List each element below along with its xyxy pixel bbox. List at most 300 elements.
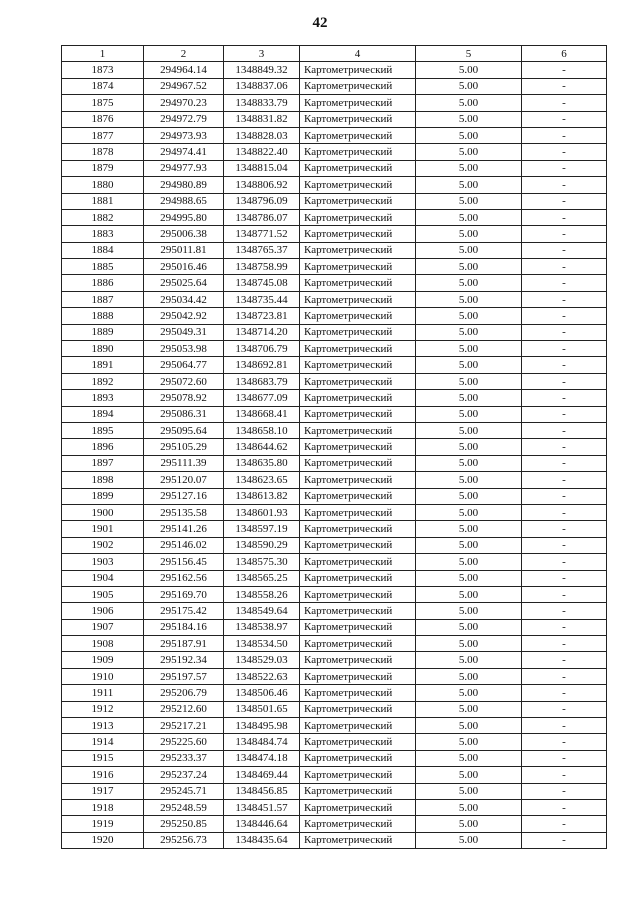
description-cell: - bbox=[522, 767, 607, 783]
x-coordinate-cell: 295111.39 bbox=[144, 455, 224, 471]
accuracy-cell: 5.00 bbox=[416, 488, 522, 504]
method-cell: Картометрический bbox=[300, 341, 416, 357]
y-coordinate-cell: 1348565.25 bbox=[224, 570, 300, 586]
accuracy-cell: 5.00 bbox=[416, 636, 522, 652]
table-row bbox=[62, 554, 607, 570]
y-coordinate-cell: 1348806.92 bbox=[224, 177, 300, 193]
x-coordinate-cell: 295095.64 bbox=[144, 422, 224, 438]
accuracy-cell: 5.00 bbox=[416, 177, 522, 193]
accuracy-cell: 5.00 bbox=[416, 406, 522, 422]
description-cell: - bbox=[522, 144, 607, 160]
method-cell: Картометрический bbox=[300, 78, 416, 94]
x-coordinate-cell: 295169.70 bbox=[144, 586, 224, 602]
table-row bbox=[62, 324, 607, 340]
method-cell: Картометрический bbox=[300, 226, 416, 242]
y-coordinate-cell: 1348456.85 bbox=[224, 783, 300, 799]
method-cell: Картометрический bbox=[300, 521, 416, 537]
method-cell: Картометрический bbox=[300, 767, 416, 783]
method-cell: Картометрический bbox=[300, 144, 416, 160]
point-number-cell: 1917 bbox=[62, 783, 144, 799]
description-cell: - bbox=[522, 111, 607, 127]
accuracy-cell: 5.00 bbox=[416, 209, 522, 225]
description-cell: - bbox=[522, 718, 607, 734]
description-cell: - bbox=[522, 439, 607, 455]
header-row bbox=[62, 46, 607, 62]
description-cell: - bbox=[522, 537, 607, 553]
table-row bbox=[62, 816, 607, 832]
y-coordinate-cell: 1348623.65 bbox=[224, 472, 300, 488]
accuracy-cell: 5.00 bbox=[416, 259, 522, 275]
table-row bbox=[62, 422, 607, 438]
x-coordinate-cell: 295175.42 bbox=[144, 603, 224, 619]
accuracy-cell: 5.00 bbox=[416, 78, 522, 94]
point-number-cell: 1911 bbox=[62, 685, 144, 701]
x-coordinate-cell: 295250.85 bbox=[144, 816, 224, 832]
accuracy-cell: 5.00 bbox=[416, 832, 522, 848]
x-coordinate-cell: 295086.31 bbox=[144, 406, 224, 422]
table-row bbox=[62, 62, 607, 78]
accuracy-cell: 5.00 bbox=[416, 275, 522, 291]
table-row bbox=[62, 586, 607, 602]
y-coordinate-cell: 1348815.04 bbox=[224, 160, 300, 176]
table-row bbox=[62, 750, 607, 766]
y-coordinate-cell: 1348644.62 bbox=[224, 439, 300, 455]
table-row bbox=[62, 472, 607, 488]
table-row bbox=[62, 291, 607, 307]
description-cell: - bbox=[522, 259, 607, 275]
description-cell: - bbox=[522, 668, 607, 684]
table-row bbox=[62, 718, 607, 734]
description-cell: - bbox=[522, 78, 607, 94]
point-number-cell: 1905 bbox=[62, 586, 144, 602]
method-cell: Картометрический bbox=[300, 193, 416, 209]
x-coordinate-cell: 295042.92 bbox=[144, 308, 224, 324]
table-row bbox=[62, 783, 607, 799]
accuracy-cell: 5.00 bbox=[416, 291, 522, 307]
column-header-4: 4 bbox=[300, 46, 416, 62]
description-cell: - bbox=[522, 504, 607, 520]
x-coordinate-cell: 294964.14 bbox=[144, 62, 224, 78]
table-row bbox=[62, 488, 607, 504]
x-coordinate-cell: 295162.56 bbox=[144, 570, 224, 586]
accuracy-cell: 5.00 bbox=[416, 242, 522, 258]
accuracy-cell: 5.00 bbox=[416, 619, 522, 635]
table-row bbox=[62, 537, 607, 553]
coordinates-table bbox=[61, 45, 607, 849]
x-coordinate-cell: 295237.24 bbox=[144, 767, 224, 783]
accuracy-cell: 5.00 bbox=[416, 603, 522, 619]
column-header-1: 1 bbox=[62, 46, 144, 62]
point-number-cell: 1890 bbox=[62, 341, 144, 357]
y-coordinate-cell: 1348597.19 bbox=[224, 521, 300, 537]
accuracy-cell: 5.00 bbox=[416, 422, 522, 438]
accuracy-cell: 5.00 bbox=[416, 341, 522, 357]
accuracy-cell: 5.00 bbox=[416, 390, 522, 406]
accuracy-cell: 5.00 bbox=[416, 357, 522, 373]
method-cell: Картометрический bbox=[300, 357, 416, 373]
x-coordinate-cell: 294977.93 bbox=[144, 160, 224, 176]
accuracy-cell: 5.00 bbox=[416, 570, 522, 586]
description-cell: - bbox=[522, 324, 607, 340]
description-cell: - bbox=[522, 341, 607, 357]
point-number-cell: 1919 bbox=[62, 816, 144, 832]
point-number-cell: 1902 bbox=[62, 537, 144, 553]
table-row bbox=[62, 177, 607, 193]
description-cell: - bbox=[522, 586, 607, 602]
y-coordinate-cell: 1348575.30 bbox=[224, 554, 300, 570]
table-row bbox=[62, 390, 607, 406]
y-coordinate-cell: 1348723.81 bbox=[224, 308, 300, 324]
description-cell: - bbox=[522, 373, 607, 389]
description-cell: - bbox=[522, 308, 607, 324]
method-cell: Картометрический bbox=[300, 95, 416, 111]
y-coordinate-cell: 1348677.09 bbox=[224, 390, 300, 406]
accuracy-cell: 5.00 bbox=[416, 652, 522, 668]
table-row bbox=[62, 701, 607, 717]
x-coordinate-cell: 294988.65 bbox=[144, 193, 224, 209]
y-coordinate-cell: 1348601.93 bbox=[224, 504, 300, 520]
table-row bbox=[62, 341, 607, 357]
method-cell: Картометрический bbox=[300, 668, 416, 684]
y-coordinate-cell: 1348786.07 bbox=[224, 209, 300, 225]
method-cell: Картометрический bbox=[300, 373, 416, 389]
x-coordinate-cell: 295256.73 bbox=[144, 832, 224, 848]
accuracy-cell: 5.00 bbox=[416, 95, 522, 111]
y-coordinate-cell: 1348590.29 bbox=[224, 537, 300, 553]
method-cell: Картометрический bbox=[300, 209, 416, 225]
x-coordinate-cell: 295197.57 bbox=[144, 668, 224, 684]
table-row bbox=[62, 636, 607, 652]
table-row bbox=[62, 619, 607, 635]
table-row bbox=[62, 209, 607, 225]
y-coordinate-cell: 1348446.64 bbox=[224, 816, 300, 832]
y-coordinate-cell: 1348692.81 bbox=[224, 357, 300, 373]
method-cell: Картометрический bbox=[300, 718, 416, 734]
description-cell: - bbox=[522, 95, 607, 111]
column-header-3: 3 bbox=[224, 46, 300, 62]
table-row bbox=[62, 652, 607, 668]
description-cell: - bbox=[522, 406, 607, 422]
column-header-5: 5 bbox=[416, 46, 522, 62]
description-cell: - bbox=[522, 455, 607, 471]
x-coordinate-cell: 295105.29 bbox=[144, 439, 224, 455]
x-coordinate-cell: 294974.41 bbox=[144, 144, 224, 160]
accuracy-cell: 5.00 bbox=[416, 734, 522, 750]
y-coordinate-cell: 1348822.40 bbox=[224, 144, 300, 160]
method-cell: Картометрический bbox=[300, 160, 416, 176]
description-cell: - bbox=[522, 226, 607, 242]
accuracy-cell: 5.00 bbox=[416, 767, 522, 783]
y-coordinate-cell: 1348668.41 bbox=[224, 406, 300, 422]
y-coordinate-cell: 1348828.03 bbox=[224, 127, 300, 143]
description-cell: - bbox=[522, 472, 607, 488]
description-cell: - bbox=[522, 291, 607, 307]
accuracy-cell: 5.00 bbox=[416, 62, 522, 78]
method-cell: Картометрический bbox=[300, 422, 416, 438]
method-cell: Картометрический bbox=[300, 259, 416, 275]
accuracy-cell: 5.00 bbox=[416, 144, 522, 160]
method-cell: Картометрический bbox=[300, 783, 416, 799]
x-coordinate-cell: 295233.37 bbox=[144, 750, 224, 766]
page-number: 42 bbox=[312, 15, 328, 31]
method-cell: Картометрический bbox=[300, 701, 416, 717]
accuracy-cell: 5.00 bbox=[416, 586, 522, 602]
method-cell: Картометрический bbox=[300, 455, 416, 471]
y-coordinate-cell: 1348635.80 bbox=[224, 455, 300, 471]
table-row bbox=[62, 767, 607, 783]
y-coordinate-cell: 1348658.10 bbox=[224, 422, 300, 438]
description-cell: - bbox=[522, 685, 607, 701]
method-cell: Картометрический bbox=[300, 111, 416, 127]
method-cell: Картометрический bbox=[300, 324, 416, 340]
y-coordinate-cell: 1348714.20 bbox=[224, 324, 300, 340]
point-number-cell: 1910 bbox=[62, 668, 144, 684]
method-cell: Картометрический bbox=[300, 242, 416, 258]
x-coordinate-cell: 295025.64 bbox=[144, 275, 224, 291]
description-cell: - bbox=[522, 636, 607, 652]
accuracy-cell: 5.00 bbox=[416, 554, 522, 570]
y-coordinate-cell: 1348849.32 bbox=[224, 62, 300, 78]
y-coordinate-cell: 1348549.64 bbox=[224, 603, 300, 619]
point-number-cell: 1899 bbox=[62, 488, 144, 504]
description-cell: - bbox=[522, 701, 607, 717]
table-row bbox=[62, 308, 607, 324]
point-number-cell: 1883 bbox=[62, 226, 144, 242]
y-coordinate-cell: 1348474.18 bbox=[224, 750, 300, 766]
point-number-cell: 1887 bbox=[62, 291, 144, 307]
x-coordinate-cell: 294970.23 bbox=[144, 95, 224, 111]
accuracy-cell: 5.00 bbox=[416, 701, 522, 717]
y-coordinate-cell: 1348831.82 bbox=[224, 111, 300, 127]
y-coordinate-cell: 1348435.64 bbox=[224, 832, 300, 848]
table-row bbox=[62, 275, 607, 291]
method-cell: Картометрический bbox=[300, 127, 416, 143]
method-cell: Картометрический bbox=[300, 406, 416, 422]
table-row bbox=[62, 357, 607, 373]
x-coordinate-cell: 294973.93 bbox=[144, 127, 224, 143]
table-row bbox=[62, 160, 607, 176]
description-cell: - bbox=[522, 209, 607, 225]
point-number-cell: 1909 bbox=[62, 652, 144, 668]
table-row bbox=[62, 406, 607, 422]
y-coordinate-cell: 1348613.82 bbox=[224, 488, 300, 504]
accuracy-cell: 5.00 bbox=[416, 455, 522, 471]
x-coordinate-cell: 295245.71 bbox=[144, 783, 224, 799]
point-number-cell: 1912 bbox=[62, 701, 144, 717]
method-cell: Картометрический bbox=[300, 62, 416, 78]
description-cell: - bbox=[522, 357, 607, 373]
x-coordinate-cell: 294967.52 bbox=[144, 78, 224, 94]
table-row bbox=[62, 144, 607, 160]
x-coordinate-cell: 295064.77 bbox=[144, 357, 224, 373]
description-cell: - bbox=[522, 799, 607, 815]
table-row bbox=[62, 193, 607, 209]
method-cell: Картометрический bbox=[300, 832, 416, 848]
y-coordinate-cell: 1348501.65 bbox=[224, 701, 300, 717]
point-number-cell: 1882 bbox=[62, 209, 144, 225]
accuracy-cell: 5.00 bbox=[416, 521, 522, 537]
y-coordinate-cell: 1348833.79 bbox=[224, 95, 300, 111]
y-coordinate-cell: 1348529.03 bbox=[224, 652, 300, 668]
table-row bbox=[62, 111, 607, 127]
y-coordinate-cell: 1348771.52 bbox=[224, 226, 300, 242]
table-row bbox=[62, 226, 607, 242]
point-number-cell: 1884 bbox=[62, 242, 144, 258]
table-row bbox=[62, 504, 607, 520]
method-cell: Картометрический bbox=[300, 586, 416, 602]
point-number-cell: 1888 bbox=[62, 308, 144, 324]
table-row bbox=[62, 242, 607, 258]
point-number-cell: 1880 bbox=[62, 177, 144, 193]
x-coordinate-cell: 295135.58 bbox=[144, 504, 224, 520]
accuracy-cell: 5.00 bbox=[416, 783, 522, 799]
point-number-cell: 1886 bbox=[62, 275, 144, 291]
y-coordinate-cell: 1348837.06 bbox=[224, 78, 300, 94]
point-number-cell: 1897 bbox=[62, 455, 144, 471]
method-cell: Картометрический bbox=[300, 603, 416, 619]
description-cell: - bbox=[522, 488, 607, 504]
accuracy-cell: 5.00 bbox=[416, 226, 522, 242]
method-cell: Картометрический bbox=[300, 636, 416, 652]
method-cell: Картометрический bbox=[300, 652, 416, 668]
accuracy-cell: 5.00 bbox=[416, 799, 522, 815]
point-number-cell: 1913 bbox=[62, 718, 144, 734]
x-coordinate-cell: 295187.91 bbox=[144, 636, 224, 652]
table-row bbox=[62, 685, 607, 701]
x-coordinate-cell: 295120.07 bbox=[144, 472, 224, 488]
x-coordinate-cell: 294972.79 bbox=[144, 111, 224, 127]
description-cell: - bbox=[522, 554, 607, 570]
table-header bbox=[62, 46, 607, 62]
x-coordinate-cell: 295248.59 bbox=[144, 799, 224, 815]
description-cell: - bbox=[522, 62, 607, 78]
accuracy-cell: 5.00 bbox=[416, 373, 522, 389]
accuracy-cell: 5.00 bbox=[416, 472, 522, 488]
y-coordinate-cell: 1348495.98 bbox=[224, 718, 300, 734]
point-number-cell: 1920 bbox=[62, 832, 144, 848]
method-cell: Картометрический bbox=[300, 619, 416, 635]
y-coordinate-cell: 1348469.44 bbox=[224, 767, 300, 783]
point-number-cell: 1901 bbox=[62, 521, 144, 537]
table-row bbox=[62, 127, 607, 143]
y-coordinate-cell: 1348538.97 bbox=[224, 619, 300, 635]
accuracy-cell: 5.00 bbox=[416, 439, 522, 455]
x-coordinate-cell: 295072.60 bbox=[144, 373, 224, 389]
table-row bbox=[62, 521, 607, 537]
method-cell: Картометрический bbox=[300, 472, 416, 488]
x-coordinate-cell: 294995.80 bbox=[144, 209, 224, 225]
point-number-cell: 1885 bbox=[62, 259, 144, 275]
method-cell: Картометрический bbox=[300, 488, 416, 504]
column-header-6: 6 bbox=[522, 46, 607, 62]
method-cell: Картометрический bbox=[300, 799, 416, 815]
point-number-cell: 1894 bbox=[62, 406, 144, 422]
y-coordinate-cell: 1348765.37 bbox=[224, 242, 300, 258]
method-cell: Картометрический bbox=[300, 816, 416, 832]
point-number-cell: 1881 bbox=[62, 193, 144, 209]
method-cell: Картометрический bbox=[300, 750, 416, 766]
point-number-cell: 1907 bbox=[62, 619, 144, 635]
method-cell: Картометрический bbox=[300, 685, 416, 701]
x-coordinate-cell: 295212.60 bbox=[144, 701, 224, 717]
x-coordinate-cell: 295192.34 bbox=[144, 652, 224, 668]
y-coordinate-cell: 1348683.79 bbox=[224, 373, 300, 389]
method-cell: Картометрический bbox=[300, 504, 416, 520]
method-cell: Картометрический bbox=[300, 308, 416, 324]
point-number-cell: 1915 bbox=[62, 750, 144, 766]
point-number-cell: 1891 bbox=[62, 357, 144, 373]
description-cell: - bbox=[522, 570, 607, 586]
y-coordinate-cell: 1348706.79 bbox=[224, 341, 300, 357]
method-cell: Картометрический bbox=[300, 554, 416, 570]
accuracy-cell: 5.00 bbox=[416, 537, 522, 553]
x-coordinate-cell: 295006.38 bbox=[144, 226, 224, 242]
description-cell: - bbox=[522, 603, 607, 619]
table-row bbox=[62, 259, 607, 275]
x-coordinate-cell: 295206.79 bbox=[144, 685, 224, 701]
point-number-cell: 1918 bbox=[62, 799, 144, 815]
description-cell: - bbox=[522, 193, 607, 209]
point-number-cell: 1906 bbox=[62, 603, 144, 619]
method-cell: Картометрический bbox=[300, 734, 416, 750]
table-row bbox=[62, 95, 607, 111]
description-cell: - bbox=[522, 783, 607, 799]
x-coordinate-cell: 295156.45 bbox=[144, 554, 224, 570]
description-cell: - bbox=[522, 521, 607, 537]
accuracy-cell: 5.00 bbox=[416, 816, 522, 832]
accuracy-cell: 5.00 bbox=[416, 160, 522, 176]
point-number-cell: 1900 bbox=[62, 504, 144, 520]
point-number-cell: 1878 bbox=[62, 144, 144, 160]
point-number-cell: 1873 bbox=[62, 62, 144, 78]
description-cell: - bbox=[522, 275, 607, 291]
table-body bbox=[62, 62, 607, 849]
x-coordinate-cell: 295217.21 bbox=[144, 718, 224, 734]
y-coordinate-cell: 1348451.57 bbox=[224, 799, 300, 815]
table-row bbox=[62, 570, 607, 586]
table-row bbox=[62, 799, 607, 815]
y-coordinate-cell: 1348522.63 bbox=[224, 668, 300, 684]
point-number-cell: 1896 bbox=[62, 439, 144, 455]
point-number-cell: 1876 bbox=[62, 111, 144, 127]
accuracy-cell: 5.00 bbox=[416, 668, 522, 684]
point-number-cell: 1879 bbox=[62, 160, 144, 176]
table-row bbox=[62, 668, 607, 684]
x-coordinate-cell: 295184.16 bbox=[144, 619, 224, 635]
method-cell: Картометрический bbox=[300, 177, 416, 193]
description-cell: - bbox=[522, 160, 607, 176]
point-number-cell: 1874 bbox=[62, 78, 144, 94]
point-number-cell: 1898 bbox=[62, 472, 144, 488]
y-coordinate-cell: 1348758.99 bbox=[224, 259, 300, 275]
point-number-cell: 1916 bbox=[62, 767, 144, 783]
method-cell: Картометрический bbox=[300, 291, 416, 307]
x-coordinate-cell: 295034.42 bbox=[144, 291, 224, 307]
accuracy-cell: 5.00 bbox=[416, 324, 522, 340]
description-cell: - bbox=[522, 750, 607, 766]
y-coordinate-cell: 1348484.74 bbox=[224, 734, 300, 750]
table-row bbox=[62, 78, 607, 94]
accuracy-cell: 5.00 bbox=[416, 308, 522, 324]
method-cell: Картометрический bbox=[300, 570, 416, 586]
y-coordinate-cell: 1348745.08 bbox=[224, 275, 300, 291]
accuracy-cell: 5.00 bbox=[416, 193, 522, 209]
x-coordinate-cell: 295049.31 bbox=[144, 324, 224, 340]
description-cell: - bbox=[522, 177, 607, 193]
x-coordinate-cell: 295127.16 bbox=[144, 488, 224, 504]
description-cell: - bbox=[522, 242, 607, 258]
table-row bbox=[62, 734, 607, 750]
